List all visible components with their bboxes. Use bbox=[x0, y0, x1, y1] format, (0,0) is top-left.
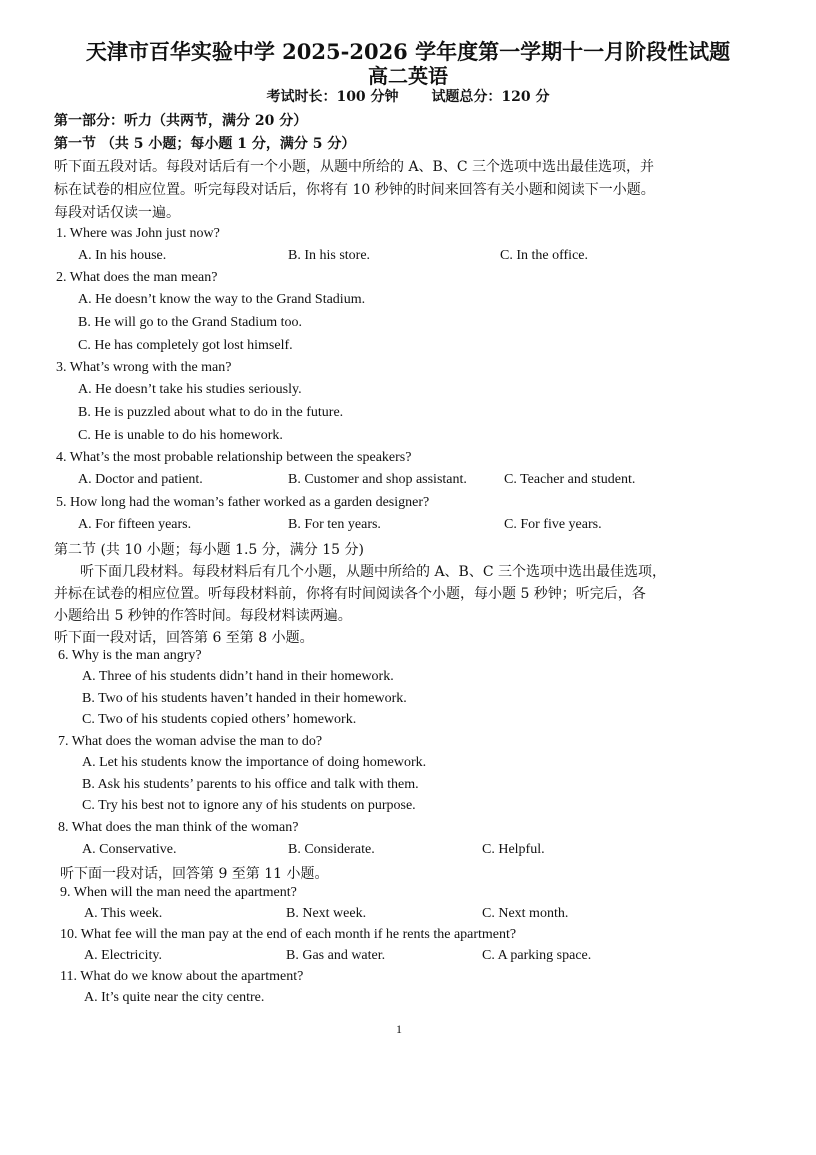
exam-total-score: 试题总分：120 分 bbox=[431, 89, 550, 105]
section1-instruction-line: 每段对话仅读一遍。 bbox=[54, 205, 180, 221]
page-title: 天津市百华实验中学 2025-2026 学年度第一学期十一月阶段性试题 bbox=[85, 39, 731, 64]
exam-duration: 考试时长：100 分钟 bbox=[266, 89, 399, 105]
question-6: 6. Why is the man angry? bbox=[58, 648, 202, 663]
option-7a: A. Let his students know the importance of doing homework. bbox=[82, 755, 427, 770]
option-5a: A. For fifteen years. bbox=[78, 517, 192, 532]
intro-questions-6-8: 听下面一段对话，回答第 6 至第 8 小题。 bbox=[54, 630, 314, 646]
question-2: 2. What does the man mean? bbox=[56, 270, 218, 285]
option-6b: B. Two of his students haven’t handed in their homework. bbox=[82, 691, 407, 706]
option-4a: A. Doctor and patient. bbox=[78, 472, 203, 487]
question-8: 8. What does the man think of the woman? bbox=[58, 820, 299, 835]
option-10c: C. A parking space. bbox=[482, 948, 592, 963]
question-7: 7. What does the woman advise the man to do? bbox=[58, 734, 323, 749]
section1-instruction-line: 听下面五段对话。每段对话后有一个小题，从题中所给的 A、B、C 三个选项中选出最佳选项，并 bbox=[54, 159, 655, 175]
section2-instruction-line: 小题给出 5 秒钟的作答时间。每段材料读两遍。 bbox=[54, 608, 352, 624]
option-2b: B. He will go to the Grand Stadium too. bbox=[78, 315, 302, 330]
option-3b: B. He is puzzled about what to do in the future. bbox=[78, 405, 344, 420]
question-3: 3. What’s wrong with the man? bbox=[56, 360, 232, 375]
section1-instruction-line: 标在试卷的相应位置。听完每段对话后，你将有 10 秒钟的时间来回答有关小题和阅读下一小题。 bbox=[54, 182, 655, 198]
option-8b: B. Considerate. bbox=[288, 842, 375, 857]
section2-heading: 第二节 (共 10 小题；每小题 1.5 分，满分 15 分) bbox=[54, 542, 364, 558]
question-4: 4. What’s the most probable relationship between the speakers? bbox=[56, 450, 412, 465]
section1-heading: 第一节 （共 5 小题；每小题 1 分，满分 5 分） bbox=[54, 136, 356, 152]
option-7c: C. Try his best not to ignore any of his students on purpose. bbox=[82, 798, 416, 813]
part1-heading: 第一部分：听力（共两节，满分 20 分） bbox=[54, 113, 308, 129]
option-9b: B. Next week. bbox=[286, 906, 367, 921]
question-1: 1. Where was John just now? bbox=[56, 226, 220, 241]
option-5c: C. For five years. bbox=[504, 517, 602, 532]
section2-instruction-line: 听下面几段材料。每段材料后有几个小题，从题中所给的 A、B、C 三个选项中选出最佳选项， bbox=[80, 564, 667, 580]
section2-instruction-line: 并标在试卷的相应位置。听每段材料前，你将有时间阅读各个小题，每小题 5 秒钟；听完后，各 bbox=[54, 586, 646, 602]
option-10a: A. Electricity. bbox=[84, 948, 163, 963]
option-1c: C. In the office. bbox=[500, 248, 588, 263]
question-11: 11. What do we know about the apartment? bbox=[60, 969, 304, 984]
option-9c: C. Next month. bbox=[482, 906, 569, 921]
option-1b: B. In his store. bbox=[288, 248, 371, 263]
option-2c: C. He has completely got lost himself. bbox=[78, 338, 293, 353]
option-6c: C. Two of his students copied others’ homework. bbox=[82, 712, 357, 727]
exam-meta bbox=[0, 86, 816, 106]
option-4c: C. Teacher and student. bbox=[504, 472, 636, 487]
option-3c: C. He is unable to do his homework. bbox=[78, 428, 283, 443]
option-4b: B. Customer and shop assistant. bbox=[288, 472, 467, 487]
option-2a: A. He doesn’t know the way to the Grand Stadium. bbox=[78, 292, 366, 307]
option-11a: A. It’s quite near the city centre. bbox=[84, 990, 265, 1005]
option-7b: B. Ask his students’ parents to his office and talk with them. bbox=[82, 777, 419, 792]
page-subtitle: 高二英语 bbox=[368, 64, 448, 88]
option-8c: C. Helpful. bbox=[482, 842, 545, 857]
option-3a: A. He doesn’t take his studies seriously. bbox=[78, 382, 302, 397]
option-1a: A. In his house. bbox=[78, 248, 167, 263]
question-9: 9. When will the man need the apartment? bbox=[60, 885, 297, 900]
option-9a: A. This week. bbox=[84, 906, 163, 921]
option-5b: B. For ten years. bbox=[288, 517, 381, 532]
intro-questions-9-11: 听下面一段对话，回答第 9 至第 11 小题。 bbox=[60, 866, 329, 882]
question-10: 10. What fee will the man pay at the end of each month if he rents the apartment? bbox=[60, 927, 517, 942]
question-5: 5. How long had the woman’s father worked as a garden designer? bbox=[56, 495, 430, 510]
option-10b: B. Gas and water. bbox=[286, 948, 386, 963]
option-8a: A. Conservative. bbox=[82, 842, 177, 857]
option-6a: A. Three of his students didn’t hand in their homework. bbox=[82, 669, 394, 684]
page-number: 1 bbox=[396, 1022, 402, 1036]
